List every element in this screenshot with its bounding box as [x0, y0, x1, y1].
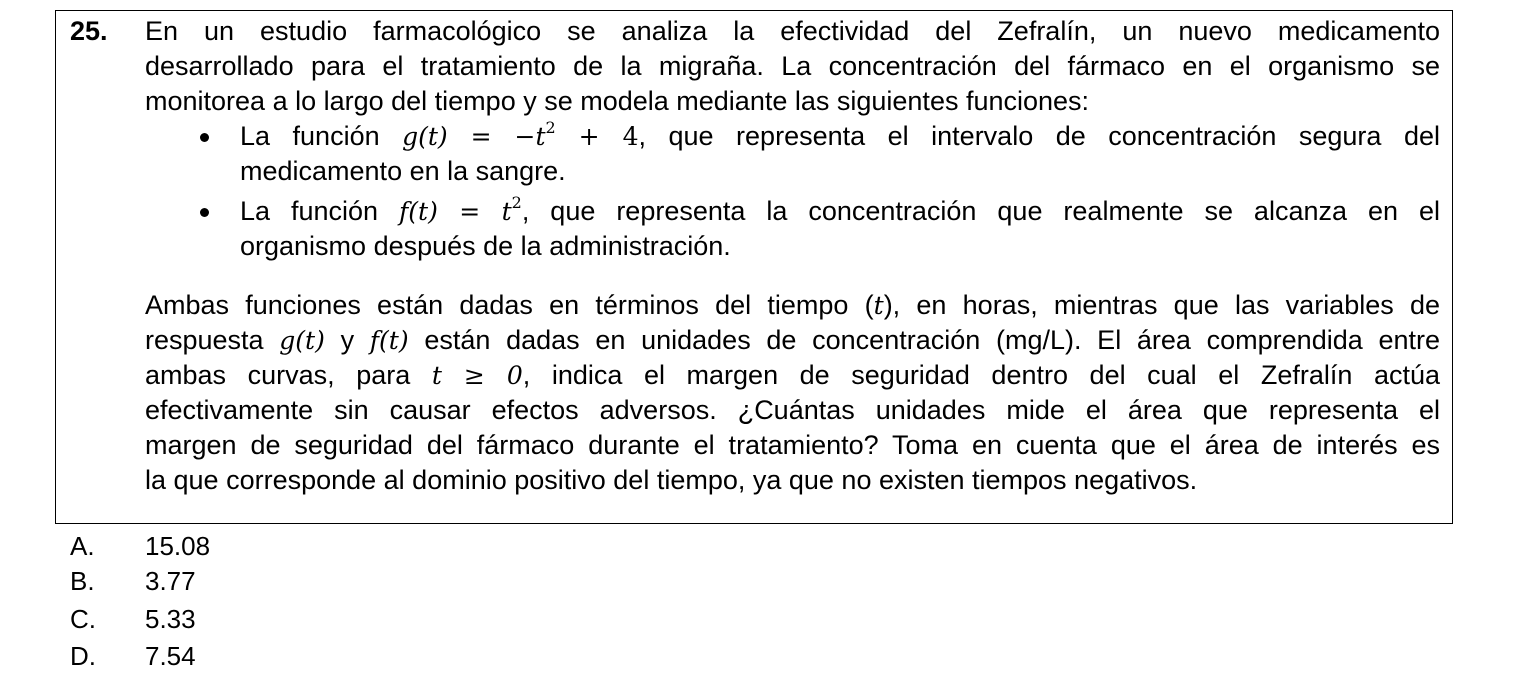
body-line-3-a: ambas curvas, para [145, 360, 432, 390]
bullet-1-after: , que representa el intervalo de concentración segura del [638, 121, 1440, 151]
intro-line-1: En un estudio farmacológico se analiza la efectividad del Zefralín, un nuevo medicamento [145, 16, 1440, 46]
body-line-1-b: ), en horas, mientras que las variables de [883, 290, 1440, 320]
bullet-2-formula-lhs: f(t) = t [399, 197, 512, 226]
intro-line-3: monitorea a lo largo del tiempo y se modela mediante las siguientes funciones: [145, 86, 1090, 116]
func-f: f(t) [369, 326, 409, 355]
option-value: 3.77 [145, 566, 196, 596]
body-line-3-b: , indica el margen de seguridad dentro del cual el Zefralín actúa [522, 360, 1440, 390]
body-line-1-a: Ambas funciones están dadas en términos del tiempo ( [145, 290, 874, 320]
body-line-2-y: y [324, 325, 370, 355]
body-line-5: margen de seguridad del fármaco durante el tratamiento? Toma en cuenta que el área de interés es [145, 430, 1440, 460]
body-line-3 [145, 358, 1440, 393]
bullet-dot-2 [200, 208, 209, 217]
func-g: g(t) [279, 326, 325, 355]
bullet-2-formula [399, 193, 522, 226]
bullet-dot-1 [200, 133, 209, 142]
bullet-1-formula [402, 118, 639, 151]
body-line-1 [145, 288, 1440, 323]
option-letter: D. [70, 641, 96, 671]
option-letter: B. [70, 566, 95, 596]
bullet-1-formula-lhs: g(t) = −t [402, 122, 546, 151]
bullet-2-formula-exp: 2 [511, 193, 522, 212]
domain-condition: t ≥ 0 [431, 361, 523, 390]
bullet-1-prefix: La función [240, 121, 380, 151]
bullet-2-after: , que representa la concentración que realmente se alcanza en el [521, 196, 1440, 226]
body-line-2-a: respuesta [145, 325, 280, 355]
body-line-2-b: están dadas en unidades de concentración (mg/L). El área comprendida entre [408, 325, 1441, 355]
body-line-6: la que corresponde al dominio positivo del tiempo, ya que no existen tiempos negativos. [145, 465, 1198, 495]
bullet-1-formula-rhs: + 4 [555, 122, 639, 151]
option-value: 15.08 [145, 531, 211, 561]
option-value: 5.33 [145, 604, 196, 634]
var-t: t [873, 291, 884, 320]
option-letter: A. [70, 531, 95, 561]
option-value: 7.54 [145, 641, 196, 671]
body-line-2 [145, 323, 1440, 358]
bullet-1-line-1 [240, 119, 1440, 154]
bullet-1-formula-exp: 2 [545, 118, 556, 137]
bullet-1-line-2: medicamento en la sangre. [240, 156, 566, 186]
bullet-2-prefix: La función [240, 196, 379, 226]
intro-line-2: desarrollado para el tratamiento de la migraña. La concentración del fármaco en el organismo se [145, 51, 1440, 81]
bullet-2-line-2: organismo después de la administración. [240, 231, 731, 261]
question-number: 25. [70, 16, 108, 46]
body-line-4: efectivamente sin causar efectos adversos. ¿Cuántas unidades mide el área que representa el [145, 395, 1440, 425]
option-letter: C. [70, 604, 96, 634]
bullet-2-line-1 [240, 194, 1440, 229]
